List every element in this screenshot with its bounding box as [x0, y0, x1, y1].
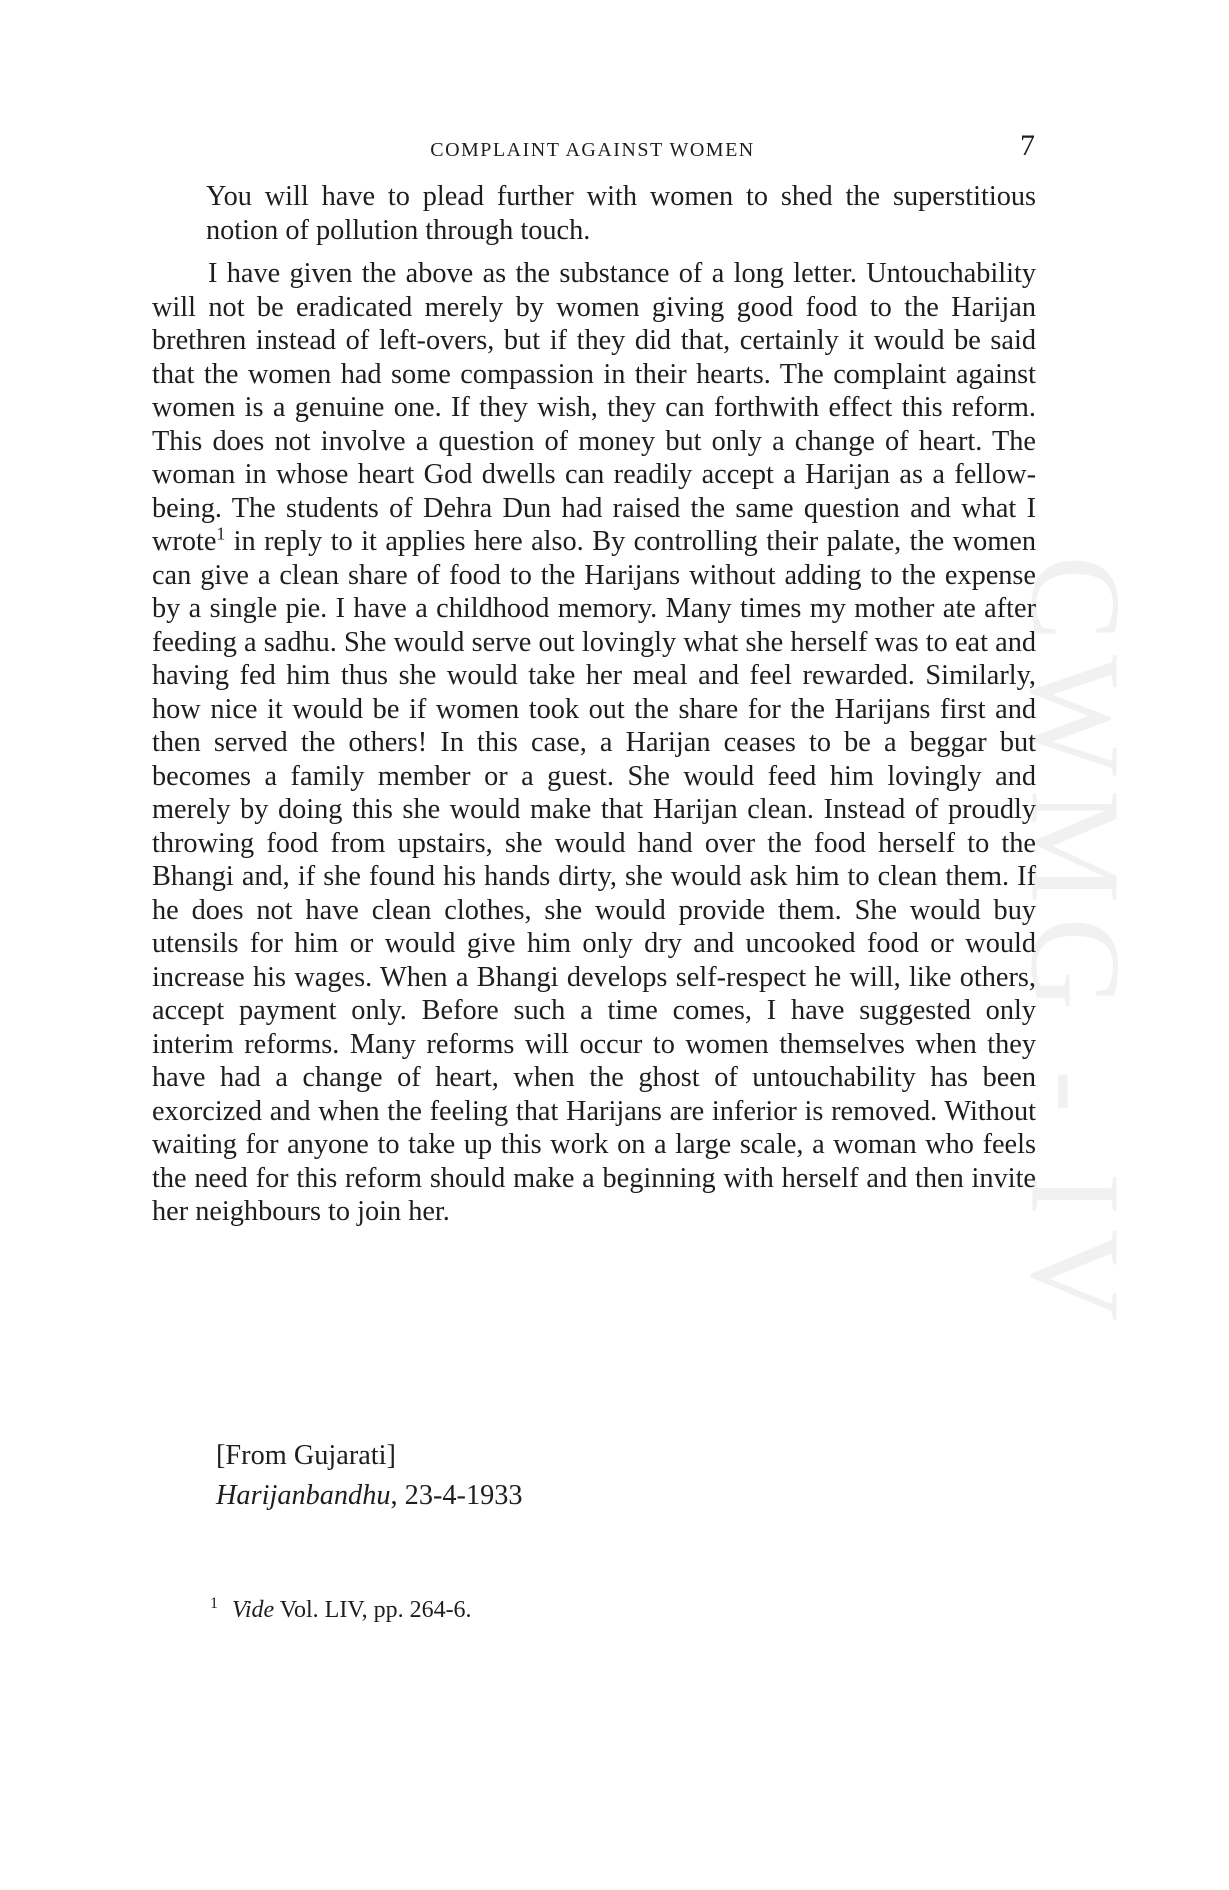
publication-date: , 23-4-1933	[390, 1480, 523, 1511]
publication-title: Harijanbandhu	[216, 1480, 391, 1511]
page-header	[150, 129, 1035, 173]
source-citation	[216, 1436, 523, 1516]
footnote-text: Vol. LIV, pp. 264-6.	[274, 1597, 472, 1623]
paragraph-2-part-b: in reply to it applies here also. By controlling their palate, the women can give a clean share of food to the Harijans without adding to the expense by a single pie. I have a childhood memory. Many times my mother ate after feeding a sadhu. She would serve out lovingly what she herself was to eat and having fed him thus she would take her meal and feel rewarded. Similarly, how nice it would be if women took out the share for the Harijans first and then served the others! In this case, a Harijan ceases to be a beggar but becomes a family member or a guest. She would feed him lovingly and merely by doing this she would make that Harijan clean. Instead of proudly throwing food from upstairs, she would hand over the food herself to the Bhangi and, if she found his hands dirty, she would ask him to clean them. If he does not have clean clothes, she would provide them. She would buy utensils for him or would give him only dry and uncooked food or would increase his wages. When a Bhangi develops self-respect he will, like others, accept payment only. Before such a time comes, I have suggested only interim reforms. Many reforms will occur to women themselves when they have had a change of heart, when the ghost of untouchability has been exorcized and when the feeling that Harijans are inferior is removed. Without waiting for anyone to take up this work on a large scale, a woman who feels the need for this reform should make a beginning with herself and then invite her neighbours to join her.	[152, 526, 1036, 1227]
paragraph-2	[152, 257, 1036, 1229]
page-number: 7	[1020, 129, 1035, 162]
footnote	[210, 1595, 472, 1624]
source-publication-line	[216, 1476, 523, 1516]
footnote-mark: 1	[210, 1595, 218, 1612]
paragraph-1: You will have to plead further with women to shed the superstitious notion of pollution through touch.	[206, 181, 1036, 246]
watermark-text: CWMG - IV	[1004, 554, 1147, 1336]
footnote-reference[interactable]: 1	[216, 523, 226, 544]
footnote-vide: Vide	[232, 1597, 275, 1623]
source-language: [From Gujarati]	[216, 1440, 396, 1471]
paragraph-2-part-a: I have given the above as the substance of a long letter. Untouchability will not be eradicated merely by women giving good food to the Harijan brethren instead of left-overs, but if they did that, certainly it would be said that the women had some compassion in their hearts. The complaint against women is a genuine one. If they wish, they can forthwith effect this reform. This does not involve a question of money but only a change of heart. The woman in whose heart God dwells can readily accept a Harijan as a fellow-being. The students of Dehra Dun had raised the same question and what I wrote	[152, 258, 1036, 557]
body-text	[152, 180, 1036, 1229]
running-head: COMPLAINT AGAINST WOMEN	[430, 139, 755, 161]
